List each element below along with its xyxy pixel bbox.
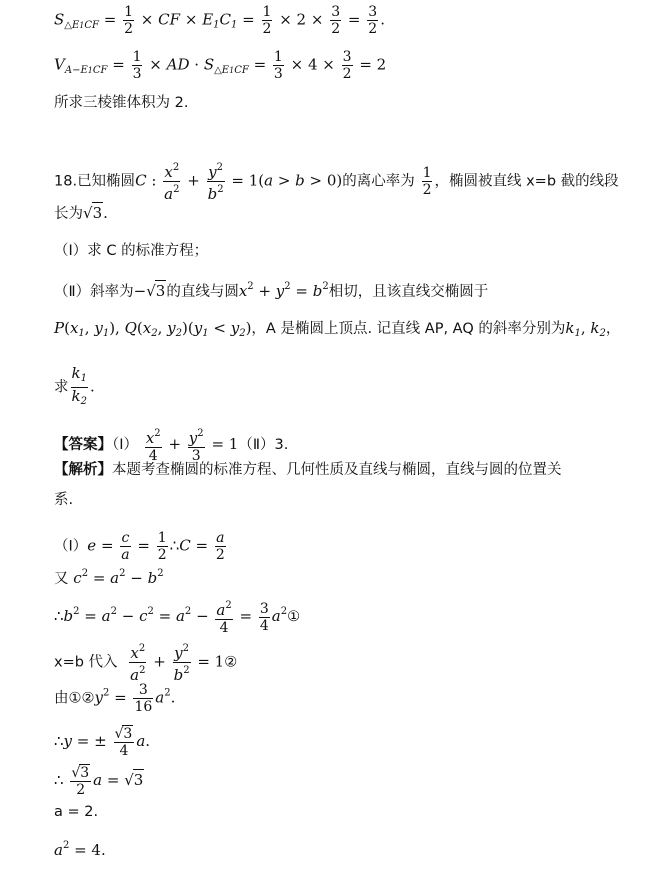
problem-18-part-2-ask: 求 $\frac{k_1}{k_2}$ .: [54, 364, 95, 407]
answer-label: 【答案】: [54, 437, 112, 453]
answer-line: 【答案】（Ⅰ） $\frac{x^2}{4}$ + $\frac{y^2}{3}$ = 1（Ⅱ）3.: [54, 428, 289, 464]
analysis-step-5: 由$①②y^2$ = $\frac{3}{16}$ $a^2$.: [54, 682, 176, 715]
analysis-step-7: ∴ $\frac{√3}{2}$ a = √3: [54, 765, 144, 798]
triangle-area-line: $S_{\triangle E1CF}$ = $\frac{1}{2}$ × CF × $E_1C_1$ = $\frac{1}{2}$ × 2 × $\frac{3}{2}$ = $\frac{3}{2}$ .: [54, 4, 385, 37]
analysis-step-3: $\therefore b^2 = a^2 - c^2 = a^2$ − $\frac{a^2}{4}$ = $\frac{3}{4}$ $a^2①$: [54, 600, 301, 636]
circled-one: ①: [287, 609, 301, 625]
volume-line: $V_{A-E1CF}$ = $\frac{1}{3}$ × AD · $S_{\triangle E1CF}$ = $\frac{1}{3}$ × 4 × $\frac{3}{2}$ = 2: [54, 49, 387, 82]
analysis-step-2: 又 $c^2 = a^2 - b^2$: [54, 568, 164, 587]
analysis-step-4: x=b 代入 $\frac{x^2}{a^2}$ + $\frac{y^2}{b^2}$ = 1②: [54, 643, 238, 684]
problem-18-part-2-line-1: （Ⅱ）斜率为−√3的直线与圆$x^2 + y^2 = b^2$相切，且该直线交椭圆于: [54, 281, 489, 300]
volume-conclusion: 所求三棱锥体积为 2.: [54, 95, 189, 111]
circled-two: ②: [224, 654, 238, 671]
analysis-step-6: ∴y = ± $\frac{√3}{4}$ a.: [54, 726, 151, 759]
analysis-a-value: a = 2.: [54, 804, 99, 820]
problem-18-line-2: 长为√3.: [54, 204, 108, 222]
analysis-step-1: （Ⅰ）e = $\frac{c}{a}$ = $\frac{1}{2}$ ∴C = $\frac{a}{2}$: [54, 530, 225, 563]
analysis-a-squared: $a^2 = 4$.: [54, 840, 106, 859]
analysis-label: 【解析】: [54, 462, 112, 478]
problem-18-part-1: （Ⅰ）求 C 的标准方程；: [54, 243, 209, 259]
analysis-line-2: 系.: [54, 492, 74, 508]
problem-18-part-2-line-2: $P(x_1$, $y_1$), $Q(x_2$, $y_2)(y_1 < y_2)$，A 是椭圆上顶点. 记直线 AP, AQ 的斜率分别为$k_1$, $k_2$，: [54, 319, 621, 339]
analysis-line-1: 【解析】本题考查椭圆的标准方程、几何性质及直线与椭圆，直线与圆的位置关: [54, 462, 562, 478]
problem-18-line-1: 18.已知椭圆C : $\frac{x^2}{a^2}$ + $\frac{y^2}{b^2}$ = 1(a > b > 0)的离心率为 $\frac{1}{2}$ ，椭圆被直线 x=b 截的线段: [54, 162, 619, 203]
problem-number: 18.: [54, 173, 78, 190]
